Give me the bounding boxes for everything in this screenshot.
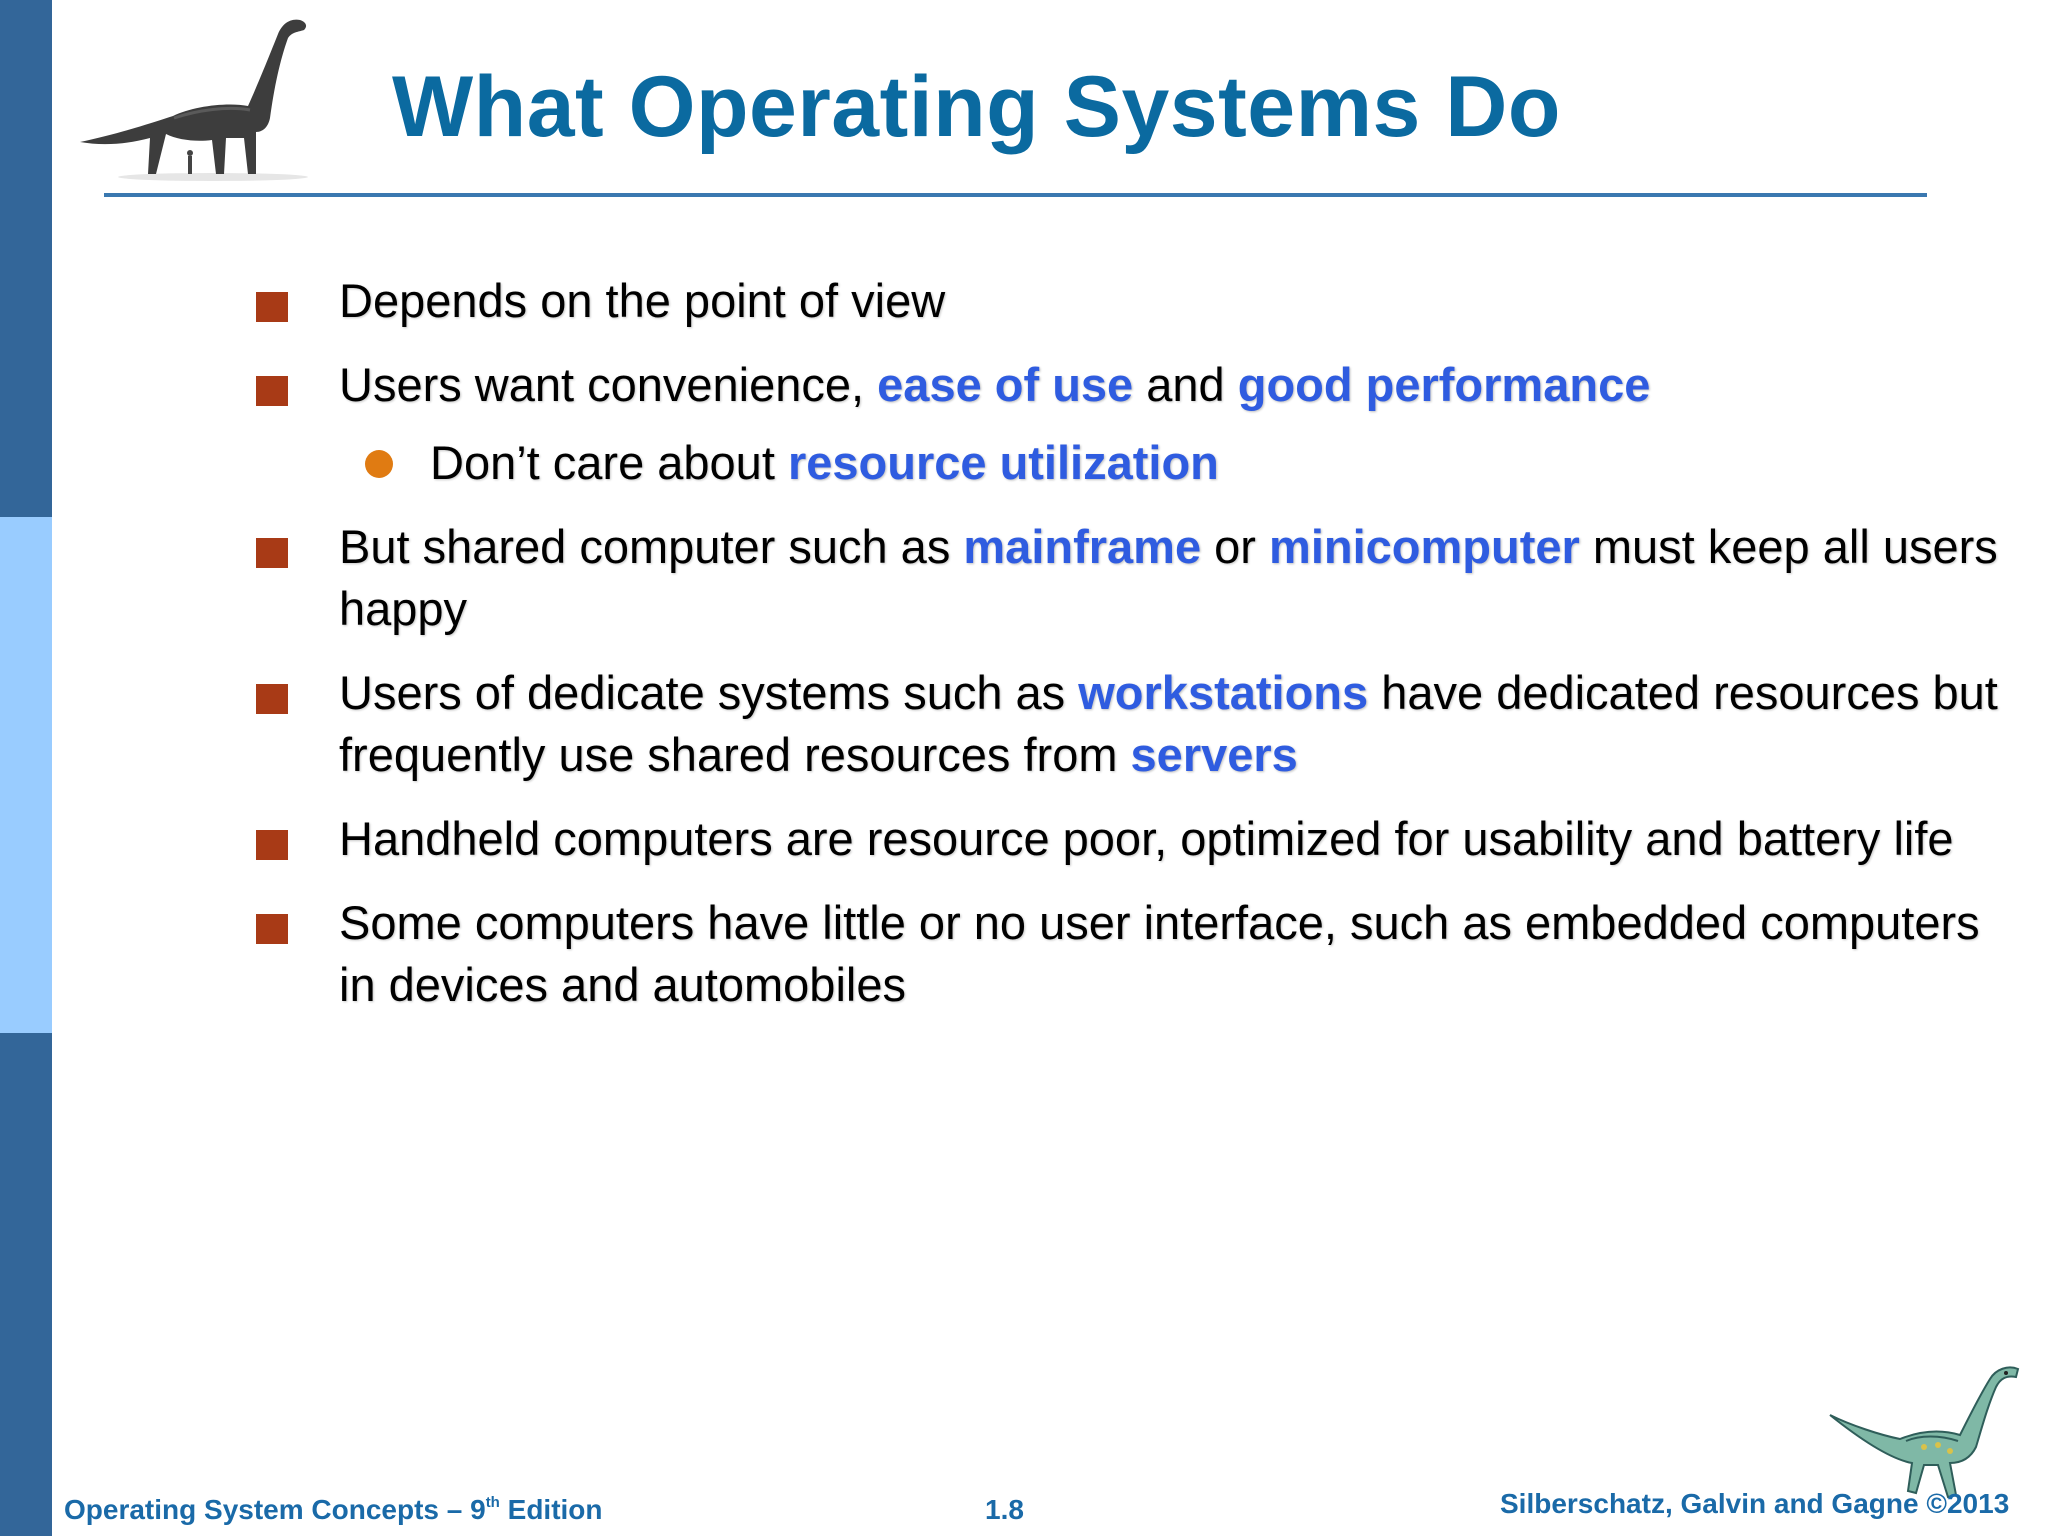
bullet-list xyxy=(250,270,2020,1038)
bullet-text: Users of dedicate systems such as xyxy=(339,666,1079,719)
bullet-text: Don’t care about xyxy=(430,436,788,489)
left-sidebar-stripe xyxy=(0,0,52,1536)
title-underline xyxy=(104,193,1927,197)
square-bullet-icon xyxy=(256,376,288,406)
bullet-item xyxy=(250,892,2020,1016)
bullet-text: Some computers have little or no user interface, such as embedded computers in devices and automobiles xyxy=(339,896,1980,1011)
bullet-text: But shared computer such as xyxy=(339,520,964,573)
highlighted-term: minicomputer xyxy=(1269,520,1580,573)
bullet-text: Handheld computers are resource poor, optimized for usability and battery life xyxy=(339,812,1954,865)
footer-book-title xyxy=(64,1494,603,1526)
circle-bullet-icon xyxy=(365,450,393,478)
footer-book-suffix: Edition xyxy=(499,1494,603,1525)
footer-page-number: 1.8 xyxy=(985,1494,1024,1525)
square-bullet-icon xyxy=(256,292,288,322)
highlighted-term: mainframe xyxy=(963,520,1202,573)
bullet-text: have dedicated resources but frequently use shared resources from xyxy=(339,666,1998,781)
square-bullet-icon xyxy=(256,684,288,714)
footer-edition-sup: th xyxy=(485,1494,500,1511)
footer-authors: Silberschatz, Galvin and Gagne ©2013 xyxy=(1500,1488,2010,1519)
square-bullet-icon xyxy=(256,914,288,944)
bullet-text: Depends on the point of view xyxy=(339,274,946,327)
bullet-text: and xyxy=(1133,358,1238,411)
bullet-text: must keep all users happy xyxy=(339,520,1998,635)
bullet-item xyxy=(250,354,2020,416)
brachiosaurus-icon xyxy=(78,14,318,184)
slide-title: What Operating Systems Do xyxy=(392,59,1561,155)
highlighted-term: ease of use xyxy=(877,358,1134,411)
highlighted-term: good performance xyxy=(1237,358,1651,411)
sidebar-segment-top xyxy=(0,0,52,517)
bullet-item xyxy=(250,808,2020,870)
highlighted-term: workstations xyxy=(1078,666,1369,719)
sidebar-segment-middle xyxy=(0,517,52,1033)
highlighted-term: servers xyxy=(1130,728,1298,781)
footer-book-prefix: Operating System Concepts – 9 xyxy=(64,1494,486,1525)
bullet-text: or xyxy=(1201,520,1270,573)
bullet-item xyxy=(250,516,2020,640)
bullet-text: Users want convenience, xyxy=(339,358,878,411)
dinosaur-icon xyxy=(1820,1355,2020,1505)
highlighted-term: resource utilization xyxy=(787,436,1219,489)
sidebar-segment-bottom xyxy=(0,1033,52,1536)
bullet-item xyxy=(250,662,2020,786)
sub-bullet-item xyxy=(250,432,2020,494)
square-bullet-icon xyxy=(256,830,288,860)
square-bullet-icon xyxy=(256,538,288,568)
bullet-item xyxy=(250,270,2020,332)
